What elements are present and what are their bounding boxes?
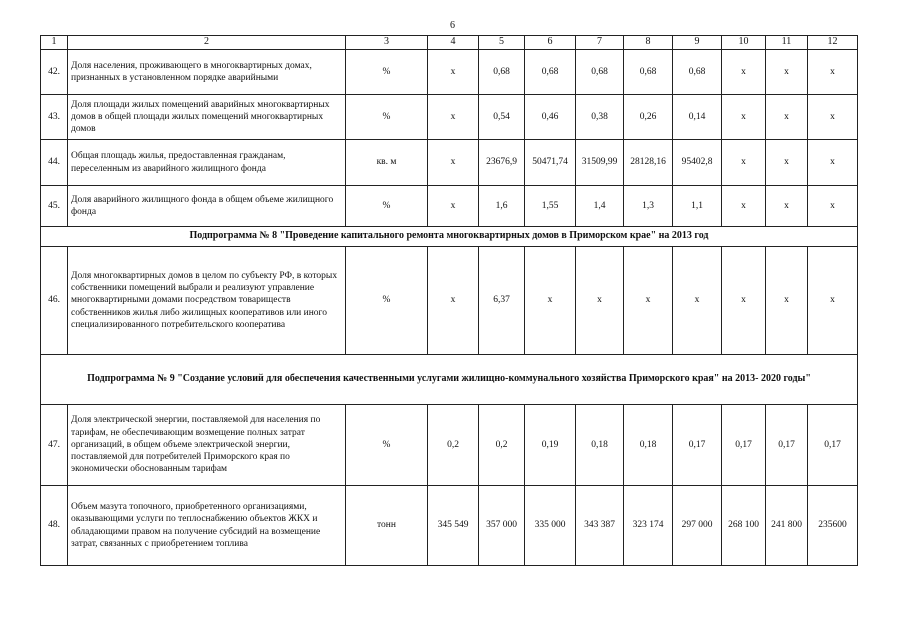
row-number: 46.	[41, 247, 68, 355]
value-cell: 268 100	[722, 486, 766, 566]
value-cell: 0,68	[479, 50, 525, 95]
value-cell: 323 174	[624, 486, 673, 566]
indicator-name: Доля многоквартирных домов в целом по субъекту РФ, в которых собственники помещений выбрали и реализуют управление многоквартирными домами посредством товариществ собственников жилья либо жилищных кооперативов или иного специализированного потребительского кооператива	[68, 247, 346, 355]
subprogram-header-row	[41, 227, 858, 247]
indicator-name: Доля электрической энергии, поставляемой для населения по тарифам, не обеспечивающим возмещение полных затрат организаций, в общем объеме электрической энергии, поставляемой для потребителей Приморского края по экономически обоснованным тарифам	[68, 405, 346, 486]
value-cell: 343 387	[576, 486, 624, 566]
row-number: 48.	[41, 486, 68, 566]
value-cell: 235600	[808, 486, 858, 566]
value-cell: 0,68	[624, 50, 673, 95]
value-cell: x	[766, 95, 808, 140]
indicator-name: Объем мазута топочного, приобретенного организациями, оказывающими услуги по теплоснабжению объектов ЖКХ и обладающими правом на получение субсидий на возмещение затрат, связанных с приобретением топлива	[68, 486, 346, 566]
value-cell: x	[722, 95, 766, 140]
value-cell: 23676,9	[479, 140, 525, 186]
value-cell: x	[808, 50, 858, 95]
row-number: 45.	[41, 186, 68, 227]
value-cell: x	[808, 247, 858, 355]
value-cell: 0,18	[576, 405, 624, 486]
value-cell: 1,1	[673, 186, 722, 227]
value-cell: 0,14	[673, 95, 722, 140]
column-number: 5	[479, 36, 525, 50]
value-cell: 0,17	[722, 405, 766, 486]
unit: %	[346, 50, 428, 95]
value-cell: 1,6	[479, 186, 525, 227]
value-cell: 31509,99	[576, 140, 624, 186]
value-cell: x	[624, 247, 673, 355]
value-cell: 0,18	[624, 405, 673, 486]
value-cell: x	[808, 140, 858, 186]
indicator-name: Доля площади жилых помещений аварийных многоквартирных домов в общей площади жилых помещений многоквартирных домов	[68, 95, 346, 140]
subprogram-header-row	[41, 355, 858, 405]
value-cell: x	[808, 186, 858, 227]
value-cell: x	[525, 247, 576, 355]
value-cell: 1,55	[525, 186, 576, 227]
value-cell: 1,3	[624, 186, 673, 227]
value-cell: 0,26	[624, 95, 673, 140]
unit: %	[346, 405, 428, 486]
value-cell: 0,54	[479, 95, 525, 140]
table-row	[41, 140, 858, 186]
value-cell: 357 000	[479, 486, 525, 566]
column-number: 4	[428, 36, 479, 50]
value-cell: x	[722, 186, 766, 227]
value-cell: x	[722, 140, 766, 186]
subprogram-title: Подпрограмма № 8 "Проведение капитального ремонта многоквартирных домов в Приморском крае" на 2013 год	[41, 227, 858, 247]
value-cell: 0,17	[673, 405, 722, 486]
value-cell: 0,68	[576, 50, 624, 95]
table-row	[41, 486, 858, 566]
unit: %	[346, 186, 428, 227]
value-cell: 0,68	[525, 50, 576, 95]
unit: %	[346, 247, 428, 355]
value-cell: x	[766, 50, 808, 95]
unit: %	[346, 95, 428, 140]
value-cell: x	[428, 247, 479, 355]
value-cell: 335 000	[525, 486, 576, 566]
column-number: 1	[41, 36, 68, 50]
value-cell: x	[722, 50, 766, 95]
row-number: 44.	[41, 140, 68, 186]
value-cell: 297 000	[673, 486, 722, 566]
value-cell: x	[808, 95, 858, 140]
value-cell: x	[766, 247, 808, 355]
value-cell: 0,46	[525, 95, 576, 140]
unit: кв. м	[346, 140, 428, 186]
value-cell: 241 800	[766, 486, 808, 566]
column-number: 7	[576, 36, 624, 50]
value-cell: x	[428, 50, 479, 95]
value-cell: 1,4	[576, 186, 624, 227]
unit: тонн	[346, 486, 428, 566]
page-number: 6	[450, 20, 455, 31]
value-cell: 0,17	[766, 405, 808, 486]
column-number: 3	[346, 36, 428, 50]
value-cell: 50471,74	[525, 140, 576, 186]
value-cell: 28128,16	[624, 140, 673, 186]
indicator-name: Доля населения, проживающего в многоквартирных домах, признанных в установленном порядке аварийными	[68, 50, 346, 95]
row-number: 47.	[41, 405, 68, 486]
column-number: 11	[766, 36, 808, 50]
column-number: 8	[624, 36, 673, 50]
value-cell: 6,37	[479, 247, 525, 355]
value-cell: x	[673, 247, 722, 355]
value-cell: 0,19	[525, 405, 576, 486]
table-row	[41, 50, 858, 95]
column-number: 9	[673, 36, 722, 50]
table-row	[41, 247, 858, 355]
indicators-table	[40, 35, 858, 566]
table-row	[41, 186, 858, 227]
row-number: 43.	[41, 95, 68, 140]
indicator-name: Общая площадь жилья, предоставленная гражданам, переселенным из аварийного жилищного фонда	[68, 140, 346, 186]
subprogram-title: Подпрограмма № 9 "Создание условий для обеспечения качественными услугами жилищно-коммунального хозяйства Приморского края" на 2013- 2020 годы"	[41, 355, 858, 405]
value-cell: 0,17	[808, 405, 858, 486]
table-row	[41, 405, 858, 486]
column-number: 10	[722, 36, 766, 50]
value-cell: x	[576, 247, 624, 355]
value-cell: 95402,8	[673, 140, 722, 186]
column-number: 12	[808, 36, 858, 50]
value-cell: x	[722, 247, 766, 355]
value-cell: x	[766, 140, 808, 186]
row-number: 42.	[41, 50, 68, 95]
value-cell: 0,2	[428, 405, 479, 486]
value-cell: x	[766, 186, 808, 227]
column-number: 2	[68, 36, 346, 50]
value-cell: x	[428, 186, 479, 227]
value-cell: x	[428, 140, 479, 186]
value-cell: x	[428, 95, 479, 140]
value-cell: 0,68	[673, 50, 722, 95]
value-cell: 0,38	[576, 95, 624, 140]
table-row	[41, 95, 858, 140]
value-cell: 0,2	[479, 405, 525, 486]
value-cell: 345 549	[428, 486, 479, 566]
indicator-name: Доля аварийного жилищного фонда в общем объеме жилищного фонда	[68, 186, 346, 227]
column-number: 6	[525, 36, 576, 50]
column-number-row	[41, 36, 858, 50]
